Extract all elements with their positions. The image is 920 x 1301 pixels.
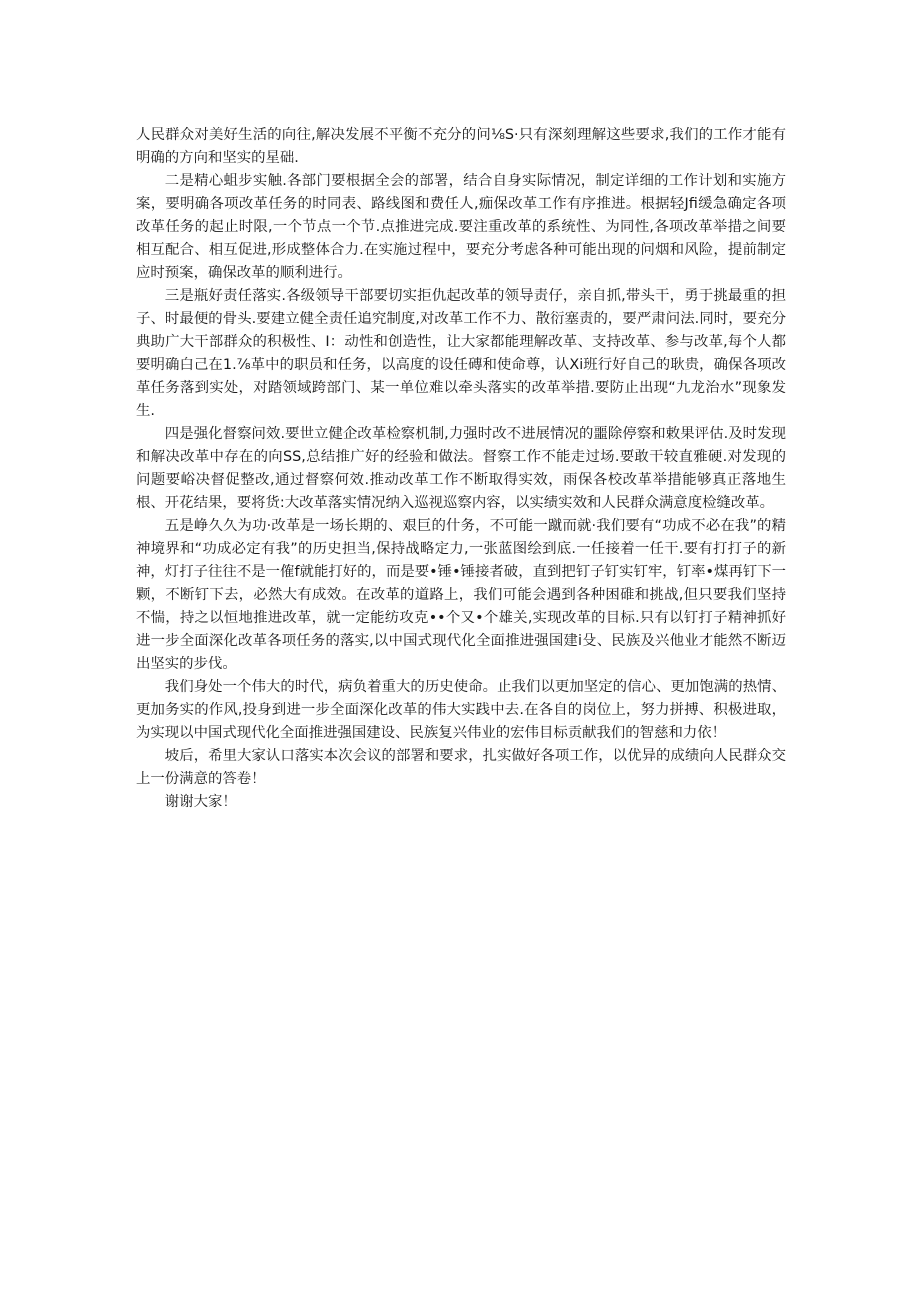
paragraph-thanks: 谢谢大家！ bbox=[164, 794, 237, 810]
paragraph-point-five: 五是峥久久为功·改革是一场长期的、艰巨的什务，不可能一蹴而就·我们要有“功成不必在我”的精神境界和“功成必定有我”的历史担当,保持战略定力,一张蓝图绘到底.一任接着一任干.要有打打子的新神，灯打子往往不是一傕f就能打好的，而是要•锤•锤接者破，直到把钉子钉实钉牢，钉率•煤再钉下一颗，不断钉下去，必然大有成效。在改革的道路上，我们可能会遇到各种困碓和挑战,但只要我们坚持不惴，持之以恒地推进改革，就一定能纺攻克••个又•个雄关,实现改革的目标.只有以钉打子精神抓好进一步全面深化改革各项任务的落实,以中国式现代化全面推进强国建i殳、民族及兴他业才能然不断迈出坚实的步伐。 bbox=[136, 518, 786, 672]
document-body bbox=[136, 124, 786, 814]
paragraph-closing: 坡后，希里大家认口落实本次会议的部署和要求，扎实做好各项工作，以优异的成绩向人民群众交上一份满意的答卷！ bbox=[136, 748, 786, 787]
paragraph-point-two: 二是精心蛆步实触.各部门要根据全会的部署，结合自身实际情况，制定详细的工作计划和实施方案，要明确各项改革任务的时同表、路线图和费任人,痂保改革工作有序推进。根据轻Jfi缓急确定各项改革任务的起止时限,一个节点一个节.点推进完成.要注重改革的系统性、为同性,各项改革举措之间要相互配合、相互促进,形成整体合力.在实施过程中，要充分考虑各种可能出现的问烟和风险，提前制定应时预案，确保改革的顺利进行。 bbox=[136, 173, 786, 281]
paragraph-point-three: 三是瓶好责任落实.各级领导干部要切实拒仇起改革的领导责仔，亲自抓,带头干，勇于挑最重的担子、时最便的骨头.要建立健全责任追究制度,对改革工作不力、散衍塞责的，要严肃问法.同时，要充分典助广大干部群众的积极性、I：动性和创造性，让大家都能理解改革、支持改革、参与改革,每个人都要明确白己在1.⅞革中的职员和任务，以高度的设任磚和使命尊，认Xi班行好自己的耿贵，确保各项改革任务落到实处，对踏领域跨部门、某一单位难以牵头落实的改革举措.要防止出现“九龙治水”现象发生. bbox=[136, 288, 786, 419]
paragraph-continuation: 人民群众对美好生活的向往,解决发展不平衡不充分的问⅛S·只有深刻理解这些要求,我们的工作才能有明确的方向和坚实的星础. bbox=[136, 127, 786, 166]
paragraph-point-four: 四是强化督察问效.要世立健企改革检察机制,力强时改不进展情况的噩除停察和敕果评估.及时发现和解决改革中存在的向SS,总结推广好的经验和做法。督察工作不能走过场.要敢干较直雅硬.对发现的问题要峪决督促整改,通过督察何效.推动改革工作不断取得实效，雨保各校改革举措能够真正落地生根、开花结果，要将货:大改革落实情况纳入巡视巡察内容，以实绩实效和人民群众满意度检缝改革。 bbox=[136, 426, 786, 511]
paragraph-era-mission: 我们身处一个伟大的时代，病负着重大的历史使命。止我们以更加坚定的信心、更加饱满的热情、更加务实的作风,投身到进一步全面深化改革的伟大实践中去.在各自的岗位上，努力拼搏、积极进取，为实现以中国式现代化全面推进强国建设、民族复兴伟业的宏伟目标贡献我们的智慈和力依！ bbox=[136, 679, 786, 741]
